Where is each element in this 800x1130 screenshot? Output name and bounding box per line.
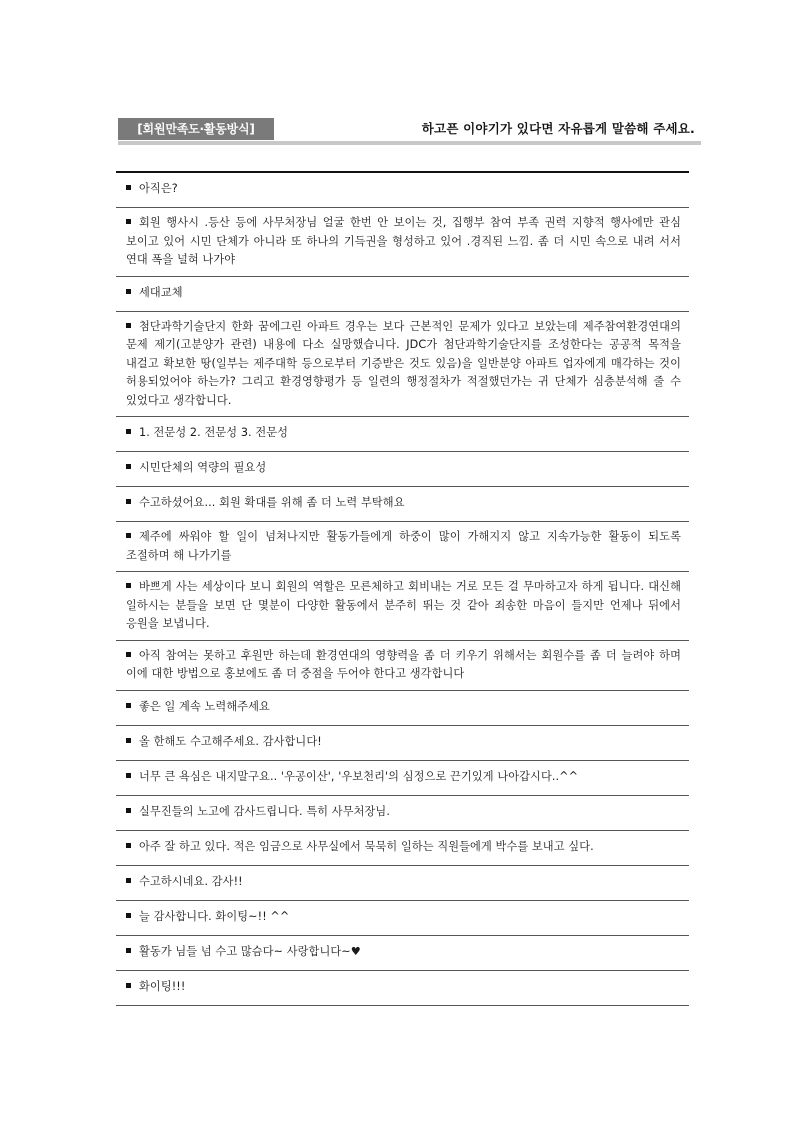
response-row [116, 452, 689, 487]
response-text: 아직 참여는 못하고 후원만 하는데 환경연대의 영향력을 좀 더 키우기 위해서는 회원수를 좀 더 늘려야 하며 이에 대한 방법으로 홍보에도 좀 더 중점을 두어야 한다고 생각합니다 [126, 648, 681, 680]
response-row [116, 726, 689, 761]
square-bullet-icon [126, 652, 131, 657]
response-text: 수고하시네요. 감사!! [139, 874, 243, 888]
response-row [116, 641, 689, 691]
square-bullet-icon [126, 738, 131, 743]
response-list [116, 171, 689, 1006]
response-text: 올 한해도 수고해주세요. 감사합니다! [139, 734, 322, 748]
square-bullet-icon [126, 185, 131, 190]
section-header [118, 118, 701, 140]
response-row [116, 173, 689, 208]
response-text: 늘 감사합니다. 화이팅~!! ^^ [139, 909, 290, 923]
square-bullet-icon [126, 583, 131, 588]
response-text: 1. 전문성 2. 전문성 3. 전문성 [139, 426, 289, 439]
response-text: 좋은 일 계속 노력해주세요 [139, 699, 270, 713]
response-text: 아직은? [139, 182, 178, 195]
square-bullet-icon [126, 219, 131, 224]
response-row [116, 796, 689, 831]
response-row [116, 831, 689, 866]
square-bullet-icon [126, 703, 131, 708]
square-bullet-icon [126, 323, 131, 328]
response-row [116, 522, 689, 572]
square-bullet-icon [126, 808, 131, 813]
square-bullet-icon [126, 948, 131, 953]
section-tag: [회원만족도·활동방식] [118, 118, 274, 140]
response-text: 아주 잘 하고 있다. 적은 임금으로 사무실에서 묵묵히 일하는 직원들에게 박수를 보내고 싶다. [139, 839, 594, 853]
response-text: 바쁘게 사는 세상이다 보니 회원의 역할은 모른체하고 회비내는 거로 모든 걸 무마하고자 하게 됩니다. 대신해 일하시는 분들을 보면 단 몇분이 다양한 활동에서 분주히 뛰는 것 같아 죄송한 마음이 들지만 언제나 뒤에서 응원을 보냅니다. [126, 580, 681, 630]
response-text: 수고하셨어요... 회원 확대를 위해 좀 더 노력 부탁해요 [139, 496, 405, 509]
header-divider [118, 141, 701, 145]
square-bullet-icon [126, 843, 131, 848]
response-row [116, 691, 689, 726]
square-bullet-icon [126, 533, 131, 538]
response-text: 첨단과학기술단지 한화 꿈에그린 아파트 경우는 보다 근본적인 문제가 있다고 보았는데 제주참여환경연대의 문제 제기(고분양가 관련) 내용에 다소 실망했습니다. JDC가 첨단과학기술단지를 조성한다는 공공적 목적을 내걸고 확보한 땅(일부는 제주대학 등으로부터 기증받은 것도 있음)을 일반분양 아파트 업자에게 매각하는 것이 허용되었어야 하는가? 그리고 환경영향평가 등 일련의 행정절차가 적절했던가는 귀 단체가 심층분석해 줄 수 있었다고 생각합니다. [126, 319, 681, 407]
response-text: 활동가 님들 넘 수고 많슴다~ 사랑합니다~♥ [139, 944, 361, 958]
square-bullet-icon [126, 913, 131, 918]
square-bullet-icon [126, 464, 131, 469]
response-text: 시민단체의 역량의 필요성 [139, 461, 267, 474]
response-row [116, 761, 689, 796]
response-text: 화이팅!!! [139, 979, 186, 993]
response-text: 제주에 싸워야 할 일이 넘쳐나지만 활동가들에게 하중이 많이 가해지지 않고 지속가능한 활동이 되도록 조절하며 해 나가기를 [126, 530, 681, 562]
response-row [116, 487, 689, 522]
response-row [116, 901, 689, 936]
response-row [116, 417, 689, 452]
square-bullet-icon [126, 878, 131, 883]
response-text: 너무 큰 욕심은 내지말구요.. '우공이산', '우보천리'의 심정으로 끈기있게 나아갑시다..^^ [139, 769, 579, 783]
response-row [116, 208, 689, 277]
response-row [116, 312, 689, 418]
square-bullet-icon [126, 983, 131, 988]
square-bullet-icon [126, 499, 131, 504]
response-text: 실무진들의 노고에 감사드립니다. 특히 사무처장님. [139, 804, 390, 818]
response-text: 회원 행사시 .등산 등에 사무처장님 얼굴 한번 안 보이는 것, 집행부 참여 부족 권력 지향적 행사에만 관심 보이고 있어 시민 단체가 아니라 또 하나의 기득권을 형성하고 있어 .경직된 느낌. 좀 더 시민 속으로 내려 서서 연대 폭을 널혀 나가야 [126, 216, 681, 266]
square-bullet-icon [126, 429, 131, 434]
response-text: 세대교체 [139, 285, 183, 299]
response-row [116, 866, 689, 901]
response-row [116, 936, 689, 971]
response-row [116, 277, 689, 312]
question-title: 하고픈 이야기가 있다면 자유롭게 말씀해 주세요. [421, 121, 695, 136]
square-bullet-icon [126, 289, 131, 294]
response-row [116, 572, 689, 641]
square-bullet-icon [126, 773, 131, 778]
response-row [116, 971, 689, 1006]
